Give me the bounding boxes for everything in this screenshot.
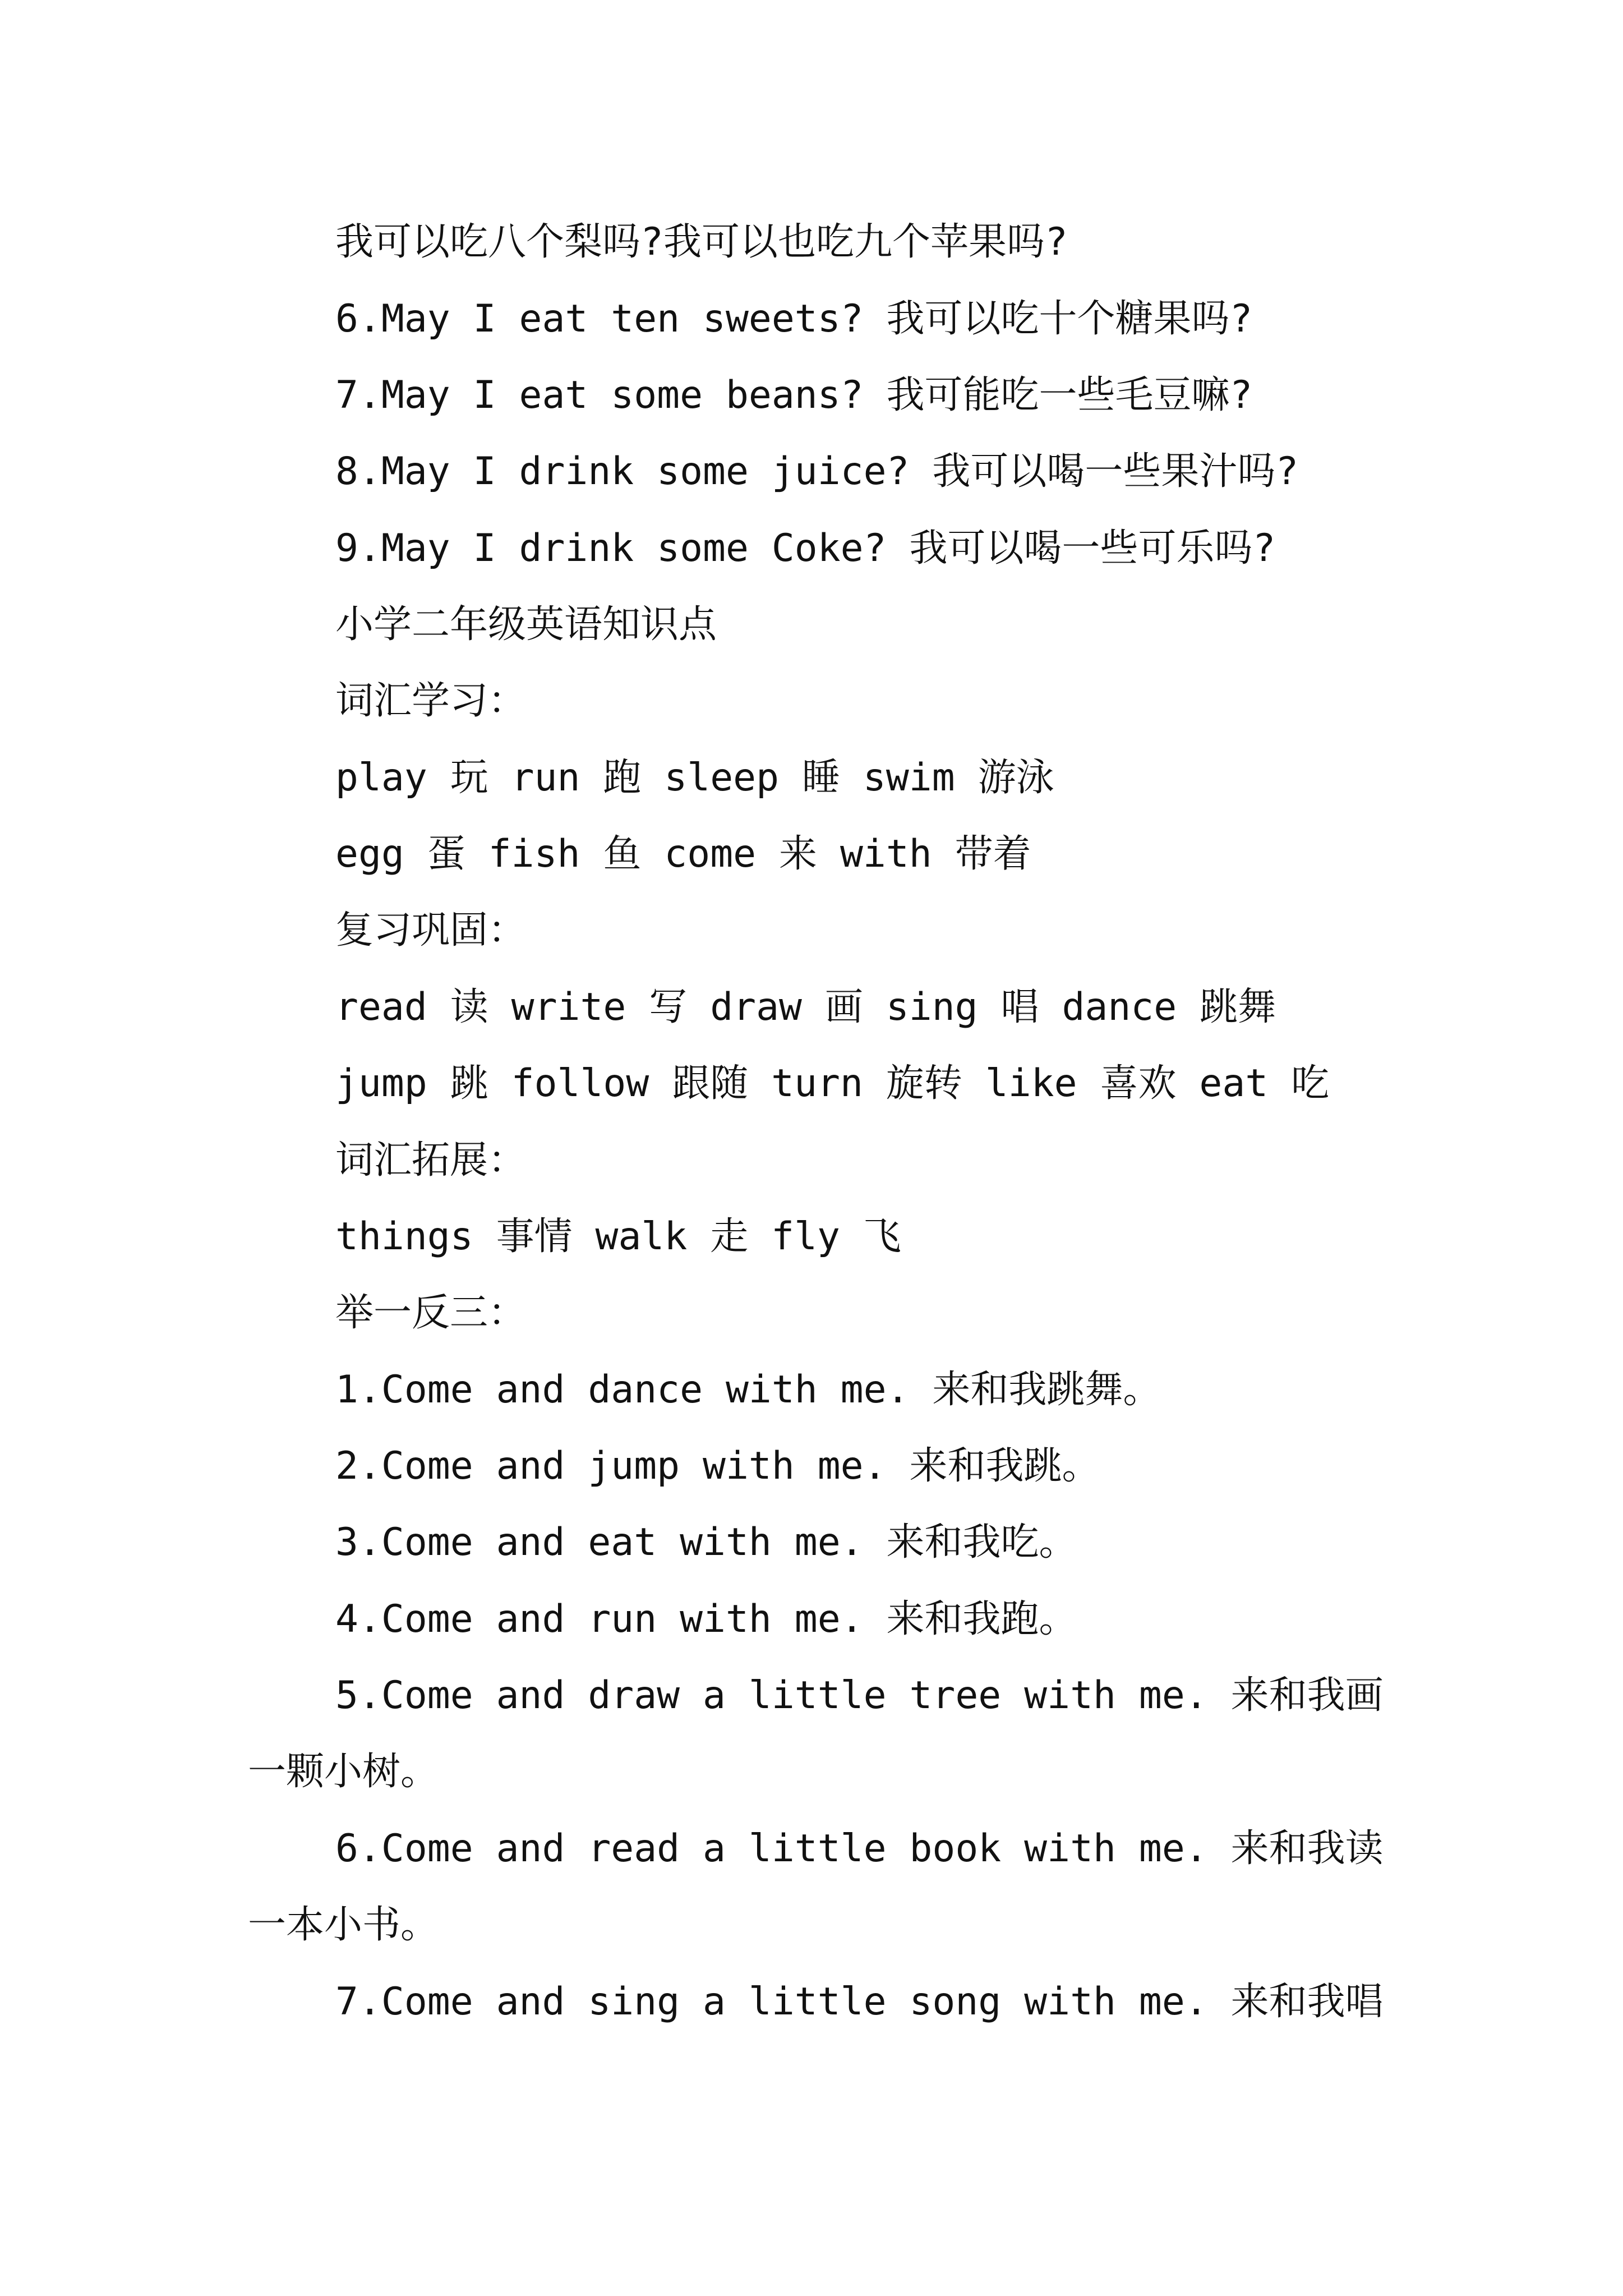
vocab-line: things 事情 walk 走 fly 飞 (335, 1214, 901, 1259)
vocab-line: egg 蛋 fish 鱼 come 来 with 带着 (335, 832, 1031, 876)
text-line: 我可以吃八个梨吗?我可以也吃九个苹果吗? (335, 220, 1068, 264)
example-line: 1.Come and dance with me. 来和我跳舞。 (335, 1368, 1161, 1412)
vocab-line: jump 跳 follow 跟随 turn 旋转 like 喜欢 eat 吃 (335, 1061, 1330, 1106)
example-line: 2.Come and jump with me. 来和我跳。 (335, 1444, 1100, 1488)
text-line: 9.May I drink some Coke? 我可以喝一些可乐吗? (335, 526, 1276, 570)
example-line: 4.Come and run with me. 来和我跑。 (335, 1597, 1077, 1641)
subheading: 词汇学习： (335, 679, 527, 723)
example-line-continuation: 一颗小树。 (248, 1750, 439, 1794)
example-line: 6.Come and read a little book with me. 来和我读 (335, 1826, 1384, 1871)
section-heading: 小学二年级英语知识点 (335, 602, 717, 647)
text-line: 8.May I drink some juice? 我可以喝一些果汁吗? (335, 449, 1299, 494)
subheading: 复习巩固： (335, 908, 527, 953)
example-line: 5.Come and draw a little tree with me. 来和我画 (335, 1673, 1384, 1718)
example-line-continuation: 一本小书。 (248, 1903, 439, 1947)
example-line: 3.Come and eat with me. 来和我吃。 (335, 1520, 1077, 1565)
text-line: 7.May I eat some beans? 我可能吃一些毛豆嘛? (335, 373, 1253, 417)
vocab-line: read 读 write 写 draw 画 sing 唱 dance 跳舞 (335, 985, 1276, 1029)
subheading: 举一反三： (335, 1291, 527, 1335)
vocab-line: play 玩 run 跑 sleep 睡 swim 游泳 (335, 756, 1054, 800)
subheading: 词汇拓展： (335, 1138, 527, 1182)
text-line: 6.May I eat ten sweets? 我可以吃十个糖果吗? (335, 297, 1253, 341)
example-line: 7.Come and sing a little song with me. 来和我唱 (335, 1980, 1384, 2024)
